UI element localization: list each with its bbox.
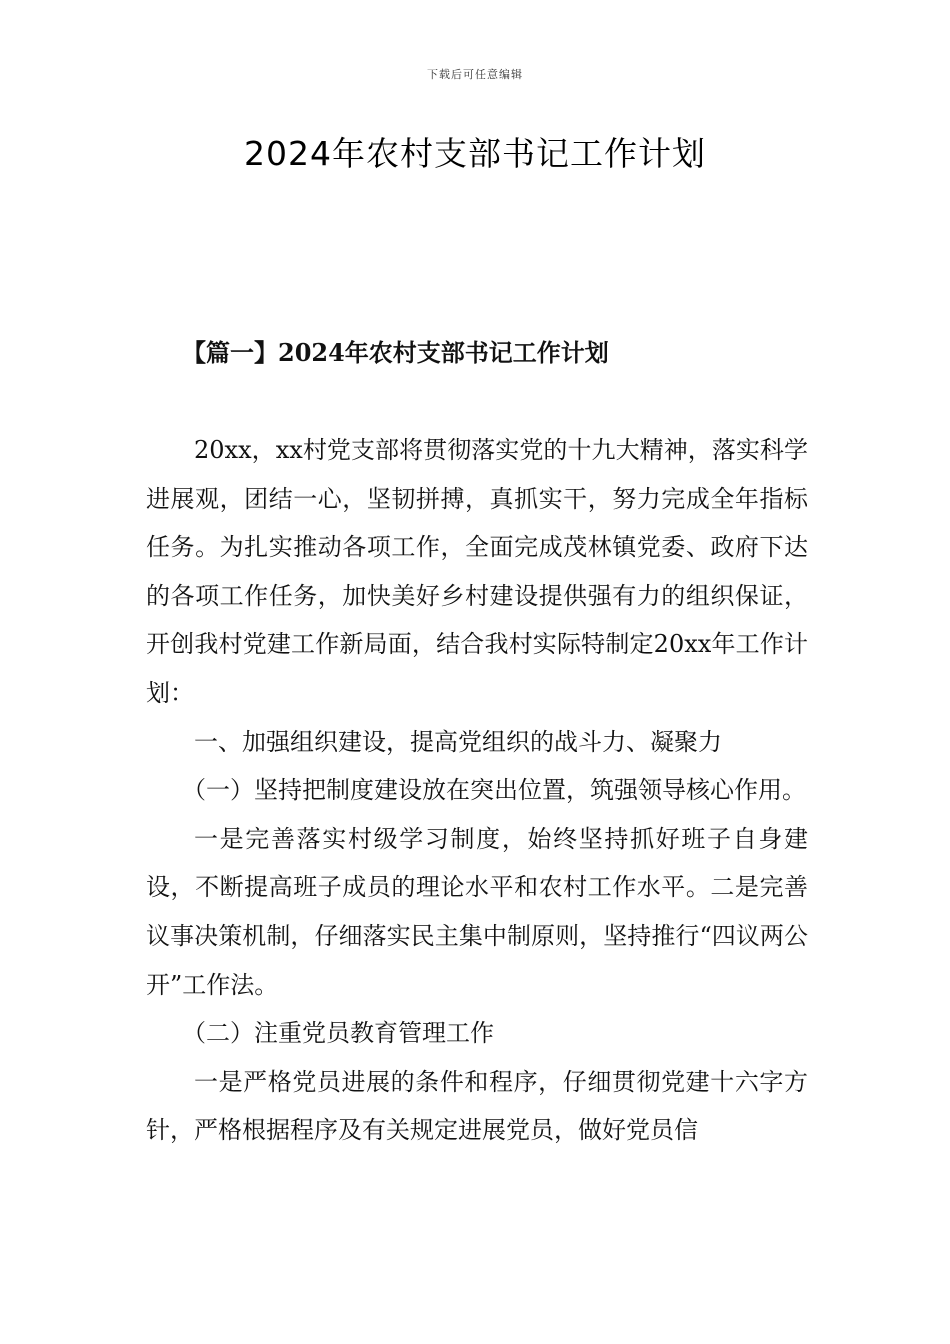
body-paragraph: 一是完善落实村级学习制度，始终坚持抓好班子自身建设，不断提高班子成员的理论水平和农村工作水平。二是完善议事决策机制，仔细落实民主集中制原则，坚持推行“四议两公开”工作法。 bbox=[146, 824, 808, 999]
document-body bbox=[146, 426, 808, 1155]
body-paragraph: 一是严格党员进展的条件和程序，仔细贯彻党建十六字方针，严格根据程序及有关规定进展党员，做好党员信 bbox=[146, 1067, 808, 1145]
header-note: 下载后可任意编辑 bbox=[427, 68, 523, 81]
subheading-one: （一）坚持把制度建设放在突出位置，筑强领导核心作用。 bbox=[182, 776, 806, 805]
subheading-two: （二）注重党员教育管理工作 bbox=[182, 1019, 494, 1048]
section-heading: 【篇一】2024年农村支部书记工作计划 bbox=[182, 338, 609, 367]
heading-one: 一、加强组织建设，提高党组织的战斗力、凝聚力 bbox=[194, 727, 722, 756]
intro-paragraph: 20xx，xx村党支部将贯彻落实党的十九大精神，落实科学进展观，团结一心，坚韧拼搏，真抓实干，努力完成全年指标任务。为扎实推动各项工作，全面完成茂林镇党委、政府下达的各项工作任务，加快美好乡村建设提供强有力的组织保证，开创我村党建工作新局面，结合我村实际特制定20xx年工作计划： bbox=[146, 436, 808, 707]
document-title: 2024年农村支部书记工作计划 bbox=[244, 134, 706, 173]
